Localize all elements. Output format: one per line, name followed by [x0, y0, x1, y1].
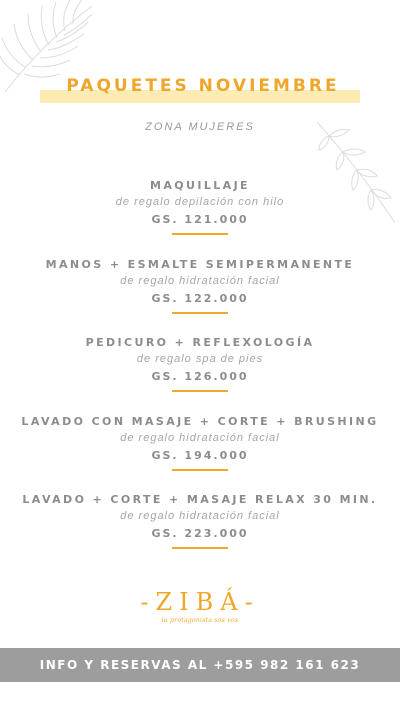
package-gift: de regalo spa de pies — [136, 353, 264, 365]
footer-bar — [0, 648, 400, 682]
footer-contact-text: INFO Y RESERVAS AL +595 982 161 623 — [39, 658, 361, 672]
package-divider — [172, 312, 228, 314]
package-gift: de regalo depilación con hilo — [115, 196, 285, 208]
package-divider — [172, 469, 228, 471]
page-subtitle: ZONA MUJERES — [145, 121, 255, 133]
package-gift: de regalo hidratación facial — [120, 275, 280, 287]
package-price: GS. 194.000 — [151, 449, 249, 462]
package-divider — [172, 547, 228, 549]
package-divider — [172, 233, 228, 235]
package-price: GS. 122.000 — [151, 292, 249, 305]
logo-wordmark: -ZIBÁ- — [140, 588, 260, 616]
package-price: GS. 121.000 — [151, 213, 249, 226]
package-item — [0, 335, 400, 392]
title-wrapper — [0, 76, 400, 96]
package-divider — [172, 390, 228, 392]
package-name: MANOS + ESMALTE SEMIPERMANENTE — [45, 258, 355, 271]
package-item — [0, 414, 400, 471]
package-name: MAQUILLAJE — [150, 179, 250, 192]
package-item — [0, 257, 400, 314]
package-item — [0, 492, 400, 549]
package-price: GS. 126.000 — [151, 370, 249, 383]
package-name: LAVADO CON MASAJE + CORTE + BRUSHING — [21, 415, 379, 428]
package-name: PEDICURO + REFLEXOLOGÍA — [85, 336, 315, 349]
package-item — [0, 178, 400, 235]
package-name: LAVADO + CORTE + MASAJE RELAX 30 MIN. — [22, 493, 378, 506]
package-price: GS. 223.000 — [151, 527, 249, 540]
package-gift: de regalo hidratación facial — [120, 510, 280, 522]
page-title: PAQUETES NOVIEMBRE — [66, 76, 340, 96]
brand-logo — [0, 588, 400, 624]
logo-tagline: la protagonista sos vos — [161, 617, 239, 624]
package-gift: de regalo hidratación facial — [120, 432, 280, 444]
